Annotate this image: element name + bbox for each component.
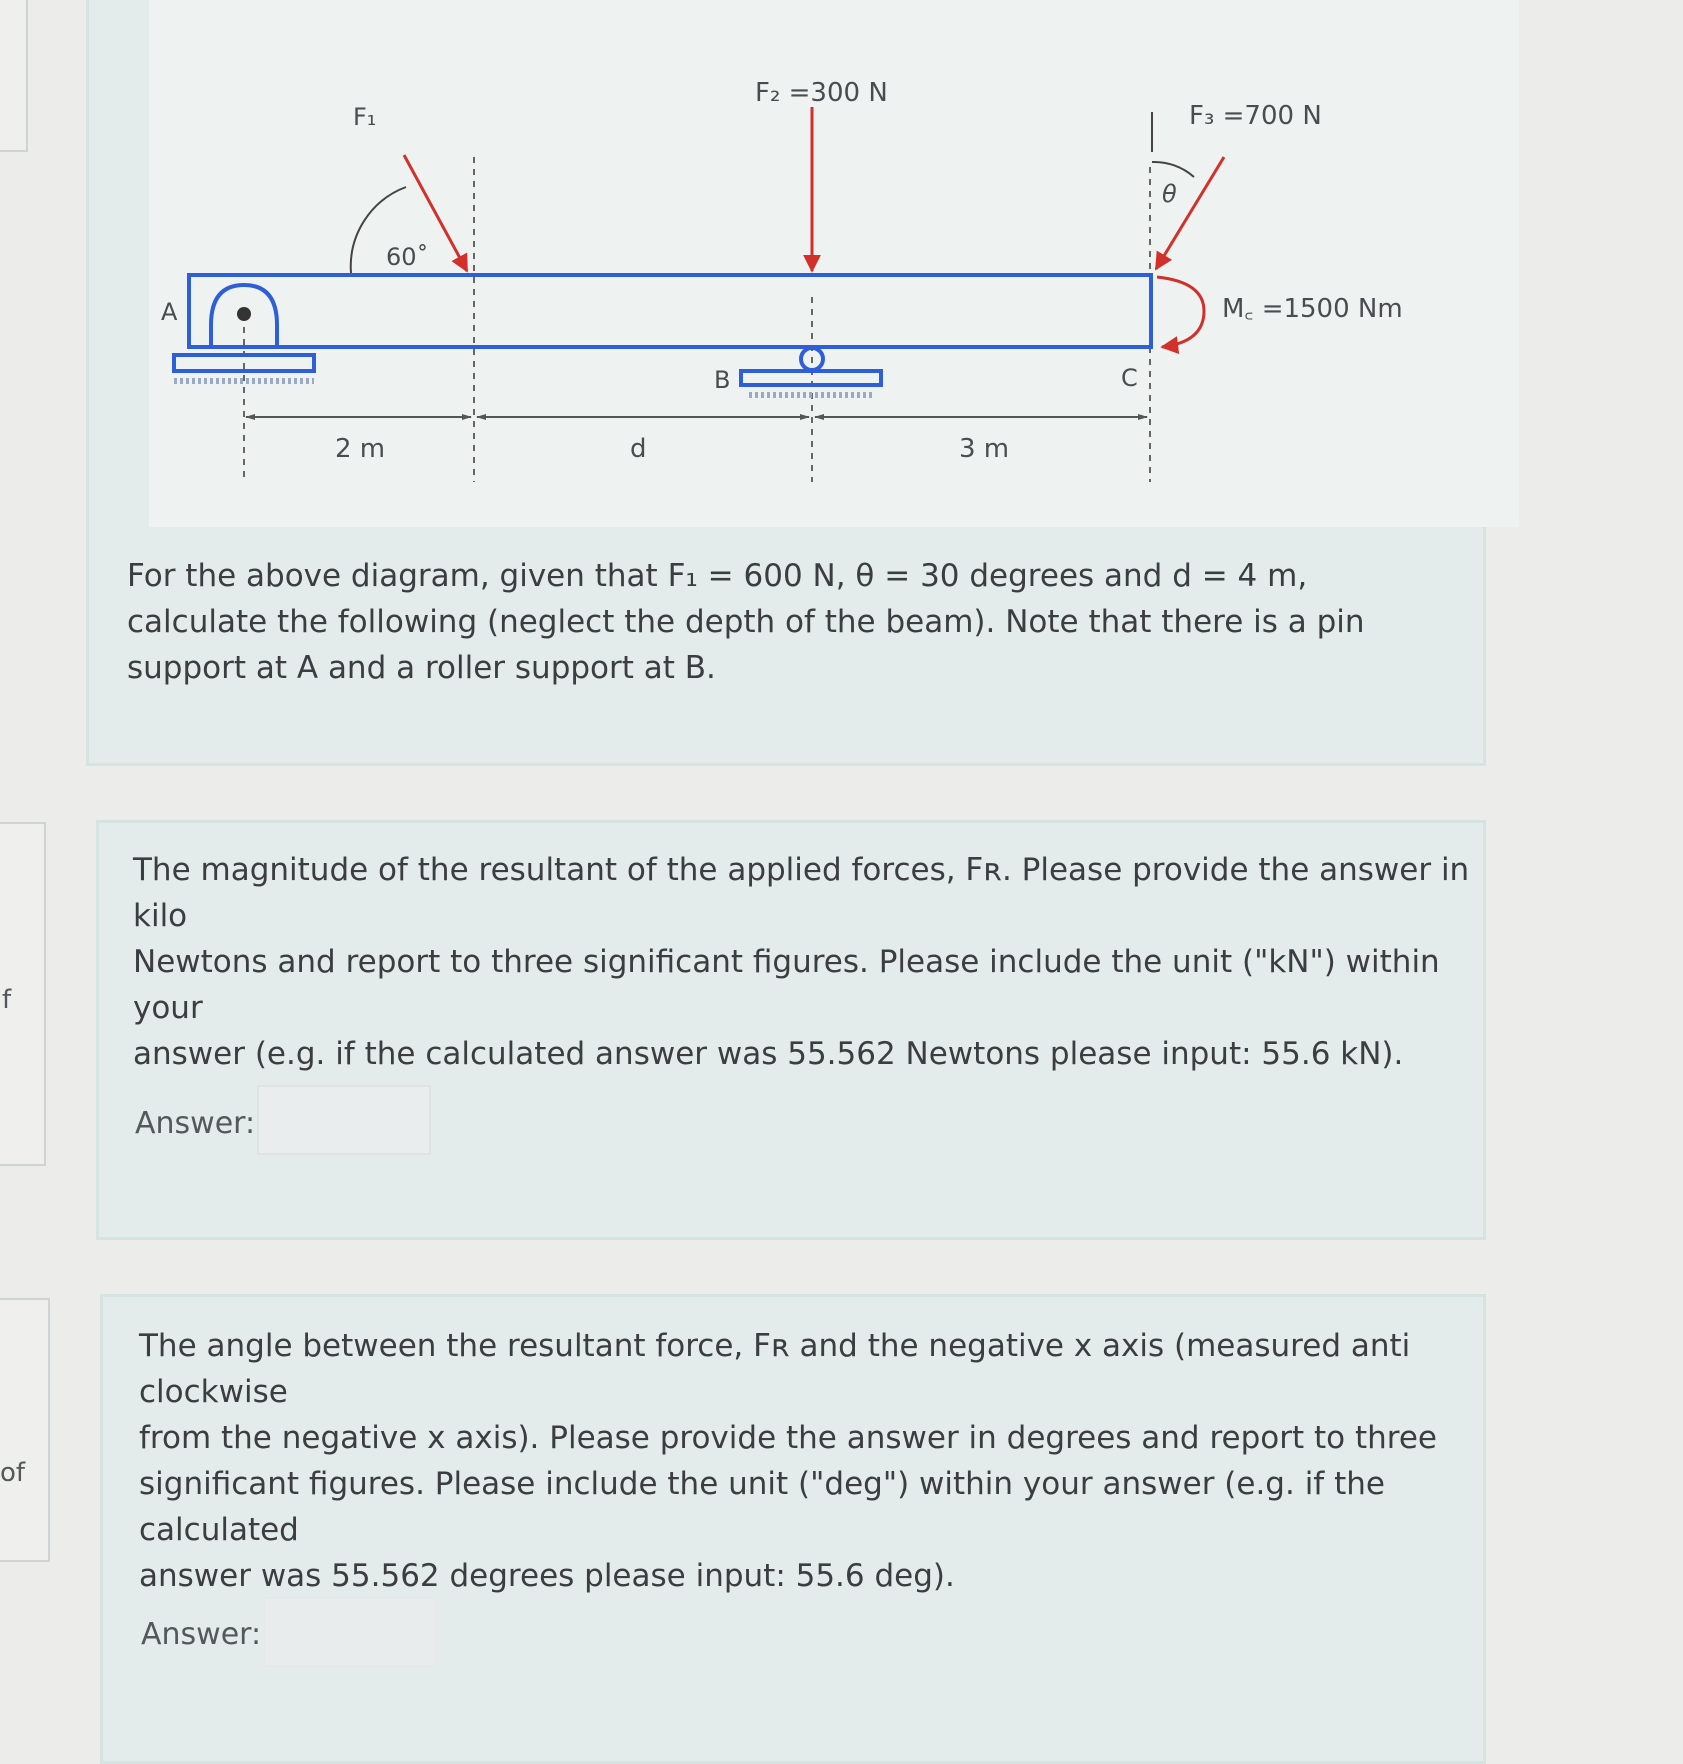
label-dim-3m: 3 m [959,434,1010,464]
question-2-line-4: answer was 55.562 degrees please input: 55.6 deg). [139,1558,955,1594]
question-2-answer-label: Answer: [141,1617,262,1652]
label-b: B [714,366,731,394]
question-2-panel [100,1294,1486,1764]
question-1-answer-input[interactable] [257,1085,431,1155]
question-1-panel [96,820,1486,1240]
question-1-answer-label: Answer: [135,1106,256,1141]
question-2-line-2: from the negative x axis). Please provide the answer in degrees and report to three [139,1420,1437,1456]
label-f1: F₁ [353,103,377,131]
label-angle-60: 60˚ [386,243,429,271]
sidebar-fragment-1: f [2,985,12,1015]
question-2-text [139,1323,1479,1599]
question-2-line-1: The angle between the resultant force, Fʀ and the negative x axis (measured anti clockwise [139,1328,1411,1410]
theta-arc [1152,162,1194,177]
question-2-answer-input[interactable] [263,1597,437,1667]
problem-statement: For the above diagram, given that F₁ = 600 N, θ = 30 degrees and d = 4 m, calculate the following (neglect the depth of the beam). Note that there is a pin support at A and a roller support at B. [127,558,1365,686]
side-panel-bottom [0,1298,50,1562]
label-moment: M꜀ =1500 Nm [1222,294,1403,324]
question-1-text [133,847,1473,1077]
label-theta: θ [1162,180,1177,208]
sidebar-fragment-2: of [0,1458,26,1488]
label-dim-2m: 2 m [335,434,386,464]
question-1-line-2: Newtons and report to three significant figures. Please include the unit ("kN") within your [133,944,1440,1026]
question-1-line-3: answer (e.g. if the calculated answer was 55.562 Newtons please input: 55.6 kN). [133,1036,1404,1072]
moment-arrow [1157,277,1204,347]
problem-panel [86,0,1486,766]
label-dim-d: d [630,434,647,464]
question-2-line-3: significant figures. Please include the unit ("deg") within your answer (e.g. if the calculated [139,1466,1385,1548]
beam-diagram-svg [149,0,1519,527]
beam [189,275,1151,347]
question-1-line-1: The magnitude of the resultant of the applied forces, Fʀ. Please provide the answer in kilo [133,852,1470,934]
label-f2: F₂ =300 N [755,78,888,108]
label-c: C [1121,364,1138,392]
roller-support-b [741,348,881,395]
beam-diagram [149,0,1519,527]
label-f3: F₃ =700 N [1189,101,1322,131]
label-a: A [161,298,178,326]
side-panel-top [0,0,28,152]
